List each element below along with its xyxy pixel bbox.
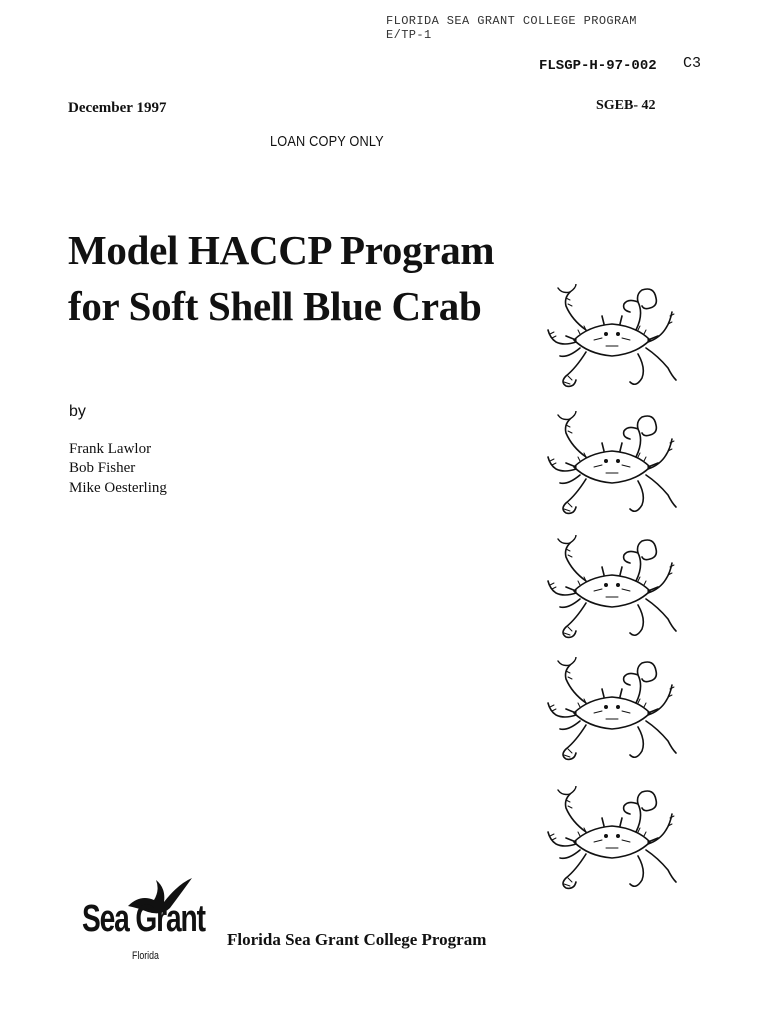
stamp-id-line: E/TP-1 bbox=[386, 28, 432, 42]
sea-grant-logo bbox=[82, 876, 214, 968]
document-code: FLSGP-H-97-002 bbox=[539, 58, 657, 74]
author-name: Frank Lawlor bbox=[69, 441, 152, 457]
loan-copy-stamp: LOAN COPY ONLY bbox=[270, 133, 384, 150]
document-title-line-2: for Soft Shell Blue Crab bbox=[68, 283, 482, 329]
publication-date: December 1997 bbox=[68, 100, 167, 116]
copy-mark: C3 bbox=[683, 55, 702, 72]
series-number: SGEB- 42 bbox=[596, 98, 656, 113]
blue-crab-icon bbox=[546, 284, 678, 390]
logo-wordmark: Sea Grant bbox=[82, 898, 205, 940]
blue-crab-icon bbox=[546, 535, 678, 641]
stamp-program-line: FLORIDA SEA GRANT COLLEGE PROGRAM bbox=[386, 14, 637, 28]
program-name: Florida Sea Grant College Program bbox=[227, 930, 487, 949]
blue-crab-icon bbox=[546, 657, 678, 763]
author-name: Mike Oesterling bbox=[69, 480, 167, 496]
author-name: Bob Fisher bbox=[69, 460, 136, 476]
blue-crab-icon bbox=[546, 786, 678, 892]
blue-crab-icon bbox=[546, 411, 678, 517]
document-title-line-1: Model HACCP Program bbox=[68, 227, 495, 273]
logo-state-label: Florida bbox=[132, 950, 159, 962]
byline-label: by bbox=[69, 403, 86, 420]
